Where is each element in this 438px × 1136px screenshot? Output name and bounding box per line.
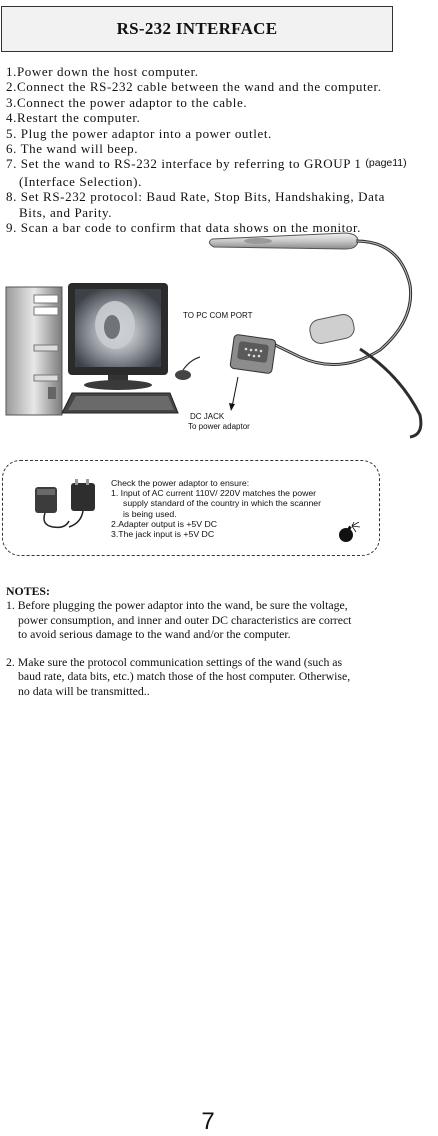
step-7-text: 7. Set the wand to RS-232 interface by referring to GROUP 1 [6, 156, 362, 172]
step-3: 3.Connect the power adaptor to the cable. [6, 94, 248, 110]
bomb-icon [337, 522, 361, 544]
cable-ferrite [308, 313, 356, 346]
step-1: 1.Power down the host computer. [6, 64, 199, 79]
step-9: 9. Scan a bar code to confirm that data shows on the monitor. [6, 220, 362, 236]
step-4: 4.Restart the computer. [6, 110, 141, 126]
connection-illustration [0, 225, 438, 440]
barcode-wand [209, 233, 358, 249]
section-title-box [1, 6, 393, 52]
power-adaptor-label: To power adaptor [188, 422, 250, 431]
page-number: 7 [201, 1108, 215, 1135]
step-7-continued: (Interface Selection). [19, 173, 142, 189]
check-item-2: 2.Adapter output is +5V DC [111, 518, 218, 529]
note-2-line-2: baud rate, data bits, etc.) match those of the host computer. Otherwise, [18, 669, 351, 684]
page-reference: (page11) [365, 157, 407, 170]
check-item-1: 1. Input of AC current 110V/ 220V matches the power [111, 488, 317, 499]
step-7 [6, 156, 436, 173]
power-adaptor-check-box [2, 460, 380, 556]
step-5: 5. Plug the power adaptor into a power outlet. [6, 125, 272, 141]
note-1: 1. Before plugging the power adaptor into the wand, be sure the voltage, [6, 598, 348, 613]
section-title: RS-232 INTERFACE [116, 19, 278, 38]
note-2-line-3: no data will be transmitted.. [18, 683, 150, 698]
check-item-1-line-3: is being used. [123, 508, 177, 519]
com-port-connector [230, 334, 276, 374]
step-8: 8. Set RS-232 protocol: Baud Rate, Stop Bits, Handshaking, Data [6, 189, 386, 205]
check-item-3: 3.The jack input is +5V DC [111, 529, 215, 540]
step-6: 6. The wand will beep. [6, 141, 139, 157]
com-port-label: TO PC COM PORT [183, 311, 253, 320]
note-1-line-2: power consumption, and inner and outer DC characteristics are correct [18, 612, 352, 627]
notes-section [6, 584, 431, 698]
note-1-line-3: to avoid serious damage to the wand and/or the computer. [18, 626, 291, 641]
dc-jack-label: DC JACK [190, 412, 225, 421]
notes-spacer [6, 641, 431, 655]
setup-steps-list [6, 64, 436, 235]
step-8-continued: Bits, and Parity. [19, 204, 113, 220]
note-2: 2. Make sure the protocol communication settings of the wand (such as [6, 655, 343, 670]
pc-tower [6, 287, 62, 415]
check-intro: Check the power adaptor to ensure: [111, 478, 250, 488]
notes-heading: NOTES: [6, 584, 50, 598]
connection-diagram-image [0, 225, 438, 440]
check-item-1-line-2: supply standard of the country in which the scanner [123, 498, 321, 509]
step-2: 2.Connect the RS-232 cable between the wand and the computer. [6, 79, 382, 95]
monitor [68, 283, 168, 390]
power-adaptor-image [31, 477, 103, 535]
